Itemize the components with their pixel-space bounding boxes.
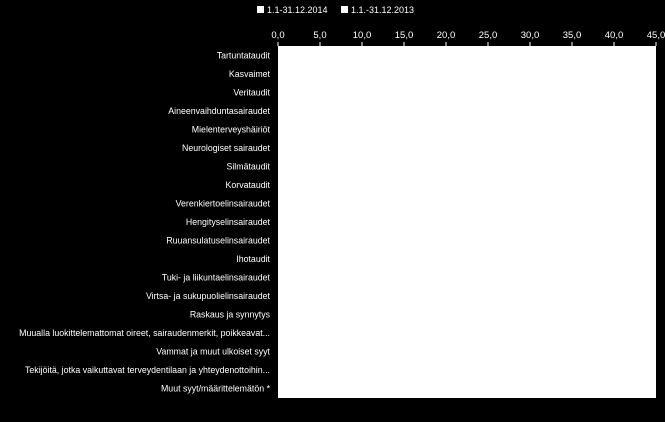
x-tick-label: 10,0: [352, 30, 372, 41]
y-category-label: Mielenterveyshäiriöt: [191, 124, 270, 135]
x-tick-label: 25,0: [478, 30, 498, 41]
legend-swatch: [257, 6, 264, 13]
x-tick-label: 30,0: [520, 30, 540, 41]
legend: [257, 5, 414, 15]
x-tick-label: 35,0: [562, 30, 582, 41]
x-axis: [271, 30, 665, 46]
y-category-label: Silmätaudit: [226, 161, 270, 172]
y-category-label: Kasvaimet: [228, 68, 270, 79]
y-category-label: Verenkiertoelinsairaudet: [175, 198, 270, 209]
y-category-label: Virtsa- ja sukupuolielinsairaudet: [145, 291, 270, 302]
x-tick-label: 5,0: [313, 30, 327, 41]
y-category-label: Hengityselinsairaudet: [185, 217, 270, 227]
y-category-label: Veritaudit: [233, 87, 270, 98]
x-tick-label: 20,0: [436, 30, 456, 41]
x-tick-label: 0,0: [271, 30, 285, 41]
x-tick-label: 15,0: [394, 30, 414, 41]
legend-item-1: [341, 5, 414, 15]
y-category-label: Muut syyt/määrittelemätön *: [160, 383, 270, 394]
y-category-label: Aineenvaihduntasairaudet: [168, 105, 270, 116]
x-tick-label: 40,0: [604, 30, 624, 41]
plot-area: [278, 46, 656, 398]
legend-swatch: [341, 6, 348, 13]
legend-label: 1.1-31.12.2014: [267, 5, 328, 15]
y-category-label: Tekijöitä, jotka vaikuttavat terveydentilaan ja yhteydenottoihin...: [25, 365, 270, 376]
legend-label: 1.1.-31.12.2013: [351, 5, 415, 15]
y-category-label: Ruuansulatuselinsairaudet: [166, 235, 270, 246]
y-category-label: Vammat ja muut ulkoiset syyt: [156, 346, 270, 357]
y-category-label: Tartuntataudit: [216, 50, 270, 61]
y-category-label: Muualla luokittelemattomat oireet, sairaudenmerkit, poikkeavat...: [19, 328, 270, 339]
x-tick-label: 45,0: [646, 30, 665, 41]
y-category-label: Korvataudit: [225, 179, 270, 190]
y-category-label: Tuki- ja liikuntaelinsairaudet: [161, 272, 270, 283]
y-axis: [19, 50, 270, 393]
y-category-label: Ihotaudit: [236, 254, 270, 265]
legend-item-0: [257, 5, 328, 15]
y-category-label: Raskaus ja synnytys: [189, 309, 270, 320]
y-category-label: Neurologiset sairaudet: [181, 142, 270, 153]
